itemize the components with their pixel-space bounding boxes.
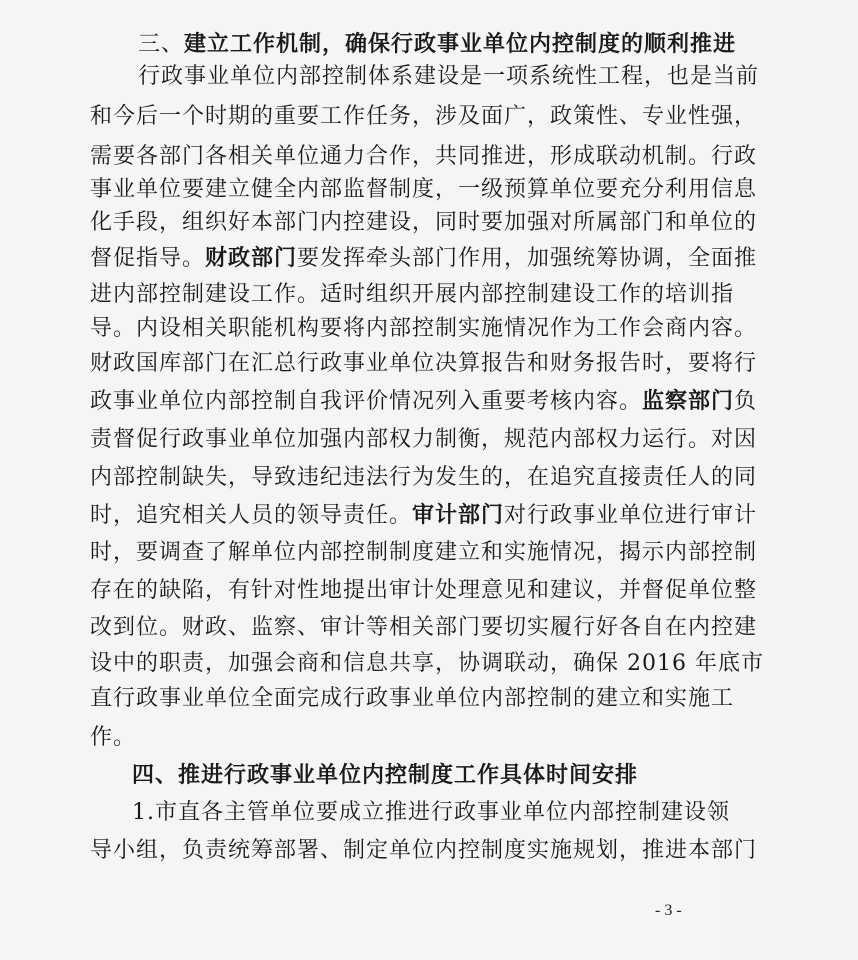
section-3-prefix: 三、 <box>138 32 185 57</box>
body-line-14: 时，要调查了解单位内部控制制度建立和实施情况，揭示内部控制 <box>90 540 758 565</box>
page-number: - 3 - <box>655 902 682 919</box>
body-line-3: 需要各部门各相关单位通力合作，共同推进，形成联动机制。行政 <box>90 144 758 169</box>
body-line-10 <box>90 386 810 418</box>
body-line-6 <box>90 243 810 275</box>
finance-dept-bold: 财政部门 <box>205 246 298 271</box>
body-line-13-after: 对行政事业单位进行审计 <box>504 503 758 528</box>
body-line-11: 责督促行政事业单位加强内部权力制衡，规范内部权力运行。对因 <box>90 427 758 452</box>
body-line-7: 进内部控制建设工作。适时组织开展内部控制建设工作的培训指 <box>90 282 735 307</box>
body-line-10-before: 政事业单位内部控制自我评价情况列入重要考核内容。 <box>90 389 643 414</box>
body-line-19: 作。 <box>90 725 137 750</box>
body-line-12: 内部控制缺失，导致违纪违法行为发生的，在追究直接责任人的同 <box>90 465 758 490</box>
body-line-13 <box>90 500 810 532</box>
body-line-15: 存在的缺陷，有针对性地提出审计处理意见和建议，并督促单位整 <box>90 578 758 603</box>
supervision-dept-bold: 监察部门 <box>642 389 735 414</box>
body-line-5: 化手段，组织好本部门内控建设，同时要加强对所属部门和单位的 <box>90 210 758 235</box>
body-line-13-before: 时，追究相关人员的领导责任。 <box>90 503 413 528</box>
body-line-2: 和今后一个时期的重要工作任务，涉及面广，政策性、专业性强， <box>90 104 758 129</box>
body-line-6-before: 督促指导。 <box>90 246 206 271</box>
body-line-4: 事业单位要建立健全内部监督制度，一级预算单位要充分利用信息 <box>90 177 758 202</box>
body-line-10-after: 负 <box>734 389 758 414</box>
section-3-heading <box>138 29 737 61</box>
body-line-6-after: 要发挥牵头部门作用，加强统筹协调，全面推 <box>297 246 758 271</box>
body-line-8: 导。内设相关职能机构要将内部控制实施情况作为工作会商内容。 <box>90 316 758 341</box>
body-line-1: 行政事业单位内部控制体系建设是一项系统性工程，也是当前 <box>138 64 760 89</box>
audit-dept-bold: 审计部门 <box>412 503 505 528</box>
body-line-16: 改到位。财政、监察、审计等相关部门要切实履行好各自在内控建 <box>90 615 758 640</box>
body-line-20: 1.市直各主管单位要成立推进行政事业单位内部控制建设领 <box>132 800 730 825</box>
body-line-21: 导小组，负责统筹部署、制定单位内控制度实施规划，推进本部门 <box>90 838 758 863</box>
body-line-17: 设中的职责，加强会商和信息共享，协调联动，确保 2016 年底市 <box>90 651 764 676</box>
section-4-heading: 四、推进行政事业单位内控制度工作具体时间安排 <box>132 763 639 788</box>
section-3-title: 建立工作机制，确保行政事业单位内控制度的顺利推进 <box>184 32 737 57</box>
body-line-18: 直行政事业单位全面完成行政事业单位内部控制的建立和实施工 <box>90 686 735 711</box>
body-line-9: 财政国库部门在汇总行政事业单位决算报告和财务报告时，要将行 <box>90 351 758 376</box>
